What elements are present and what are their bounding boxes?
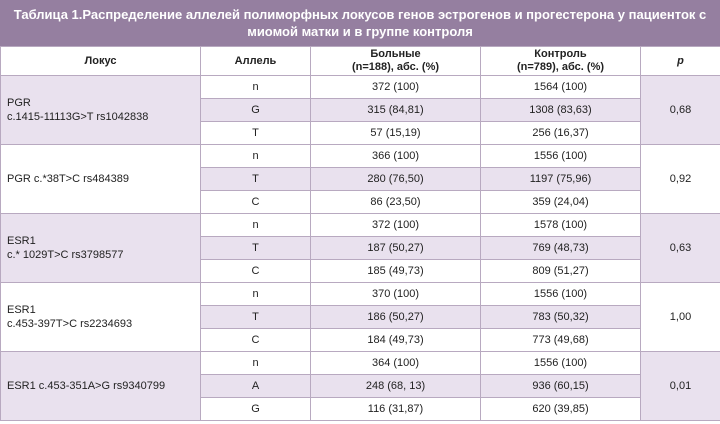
locus-line1: PGR — [7, 97, 31, 109]
patients-cell: 86 (23,50) — [311, 191, 481, 214]
control-cell: 1564 (100) — [481, 76, 641, 99]
control-cell: 769 (48,73) — [481, 237, 641, 260]
patients-cell: 57 (15,19) — [311, 122, 481, 145]
table-row — [1, 145, 720, 168]
allele-cell: C — [201, 329, 311, 352]
patients-cell: 184 (49,73) — [311, 329, 481, 352]
patients-cell: 116 (31,87) — [311, 398, 481, 421]
allele-cell: G — [201, 99, 311, 122]
locus-line2: c.453-397T>C rs2234693 — [7, 318, 133, 330]
allele-cell: T — [201, 306, 311, 329]
header-row — [1, 47, 720, 76]
allele-cell: G — [201, 398, 311, 421]
p-value-cell: 1,00 — [641, 283, 720, 352]
allele-cell: A — [201, 375, 311, 398]
p-value-cell: 0,68 — [641, 76, 720, 145]
patients-cell: 372 (100) — [311, 214, 481, 237]
allele-table — [0, 46, 720, 421]
locus-cell — [1, 283, 201, 352]
p-value-cell: 0,63 — [641, 214, 720, 283]
allele-cell: C — [201, 260, 311, 283]
table-row — [1, 214, 720, 237]
table-row — [1, 283, 720, 306]
control-cell: 359 (24,04) — [481, 191, 641, 214]
header-patients-line2: (n=188), абс. (%) — [351, 61, 440, 73]
control-cell: 1578 (100) — [481, 214, 641, 237]
locus-line2: c.1415-11113G>T rs1042838 — [7, 111, 149, 123]
control-cell: 773 (49,68) — [481, 329, 641, 352]
allele-cell: T — [201, 237, 311, 260]
patients-cell: 186 (50,27) — [311, 306, 481, 329]
allele-cell: C — [201, 191, 311, 214]
patients-cell: 315 (84,81) — [311, 99, 481, 122]
p-value-cell: 0,01 — [641, 352, 720, 421]
header-patients — [311, 47, 481, 76]
patients-cell: 364 (100) — [311, 352, 481, 375]
locus-line1: ESR1 — [7, 304, 36, 316]
locus-line1: PGR c.*38T>C rs484389 — [7, 173, 129, 185]
control-cell: 809 (51,27) — [481, 260, 641, 283]
control-cell: 256 (16,37) — [481, 122, 641, 145]
control-cell: 1197 (75,96) — [481, 168, 641, 191]
header-patients-line1: Больные — [370, 48, 421, 60]
patients-cell: 372 (100) — [311, 76, 481, 99]
patients-cell: 248 (68, 13) — [311, 375, 481, 398]
header-control-line2: (n=789), абс. (%) — [516, 61, 605, 73]
table-title: Таблица 1.Распределение аллелей полиморфных локусов генов эстрогенов и прогестерона у пациенток с миомой матки и в группе контроля — [0, 0, 720, 46]
locus-line1: ESR1 — [7, 235, 36, 247]
patients-cell: 185 (49,73) — [311, 260, 481, 283]
patients-cell: 370 (100) — [311, 283, 481, 306]
locus-cell — [1, 76, 201, 145]
allele-cell: n — [201, 76, 311, 99]
header-control-line1: Контроль — [534, 48, 587, 60]
control-cell: 620 (39,85) — [481, 398, 641, 421]
header-p: p — [641, 47, 720, 76]
allele-cell: n — [201, 145, 311, 168]
allele-cell: T — [201, 122, 311, 145]
locus-cell — [1, 214, 201, 283]
control-cell: 936 (60,15) — [481, 375, 641, 398]
locus-line2: c.* 1029T>C rs3798577 — [7, 249, 124, 261]
control-cell: 1308 (83,63) — [481, 99, 641, 122]
table-body — [1, 76, 720, 421]
patients-cell: 280 (76,50) — [311, 168, 481, 191]
header-control — [481, 47, 641, 76]
header-allele: Аллель — [201, 47, 311, 76]
control-cell: 1556 (100) — [481, 145, 641, 168]
allele-cell: n — [201, 214, 311, 237]
control-cell: 1556 (100) — [481, 352, 641, 375]
control-cell: 1556 (100) — [481, 283, 641, 306]
header-locus: Локус — [1, 47, 201, 76]
table-row — [1, 76, 720, 99]
locus-cell — [1, 352, 201, 421]
allele-cell: n — [201, 352, 311, 375]
table-row — [1, 352, 720, 375]
locus-cell — [1, 145, 201, 214]
allele-cell: n — [201, 283, 311, 306]
allele-cell: T — [201, 168, 311, 191]
p-value-cell: 0,92 — [641, 145, 720, 214]
patients-cell: 366 (100) — [311, 145, 481, 168]
patients-cell: 187 (50,27) — [311, 237, 481, 260]
locus-line1: ESR1 c.453-351A>G rs9340799 — [7, 380, 166, 392]
control-cell: 783 (50,32) — [481, 306, 641, 329]
